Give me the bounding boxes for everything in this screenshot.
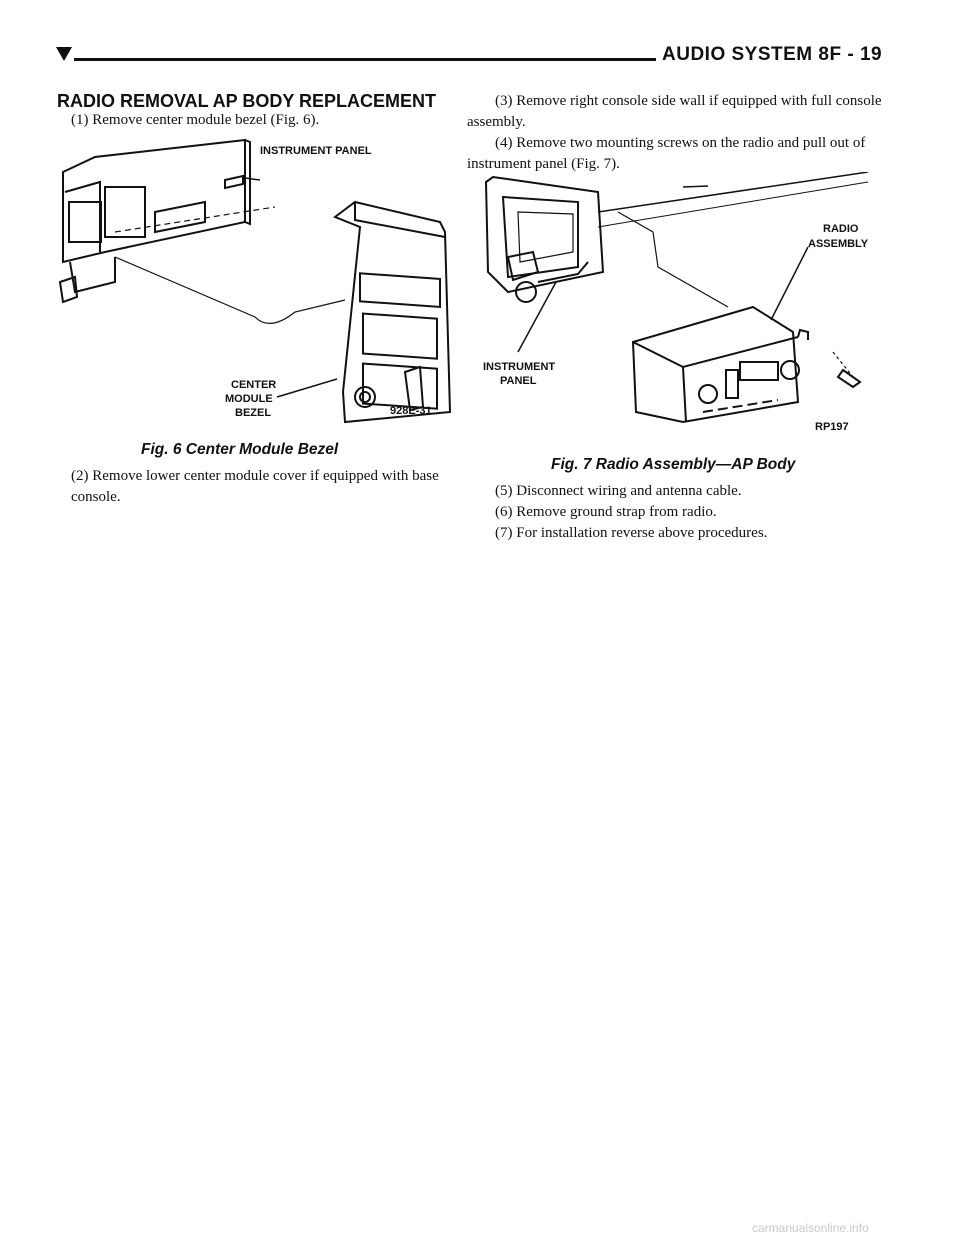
step-5: (5) Disconnect wiring and antenna cable. xyxy=(495,483,742,499)
label-module: MODULE xyxy=(225,393,273,405)
label-radio: RADIO xyxy=(823,223,859,235)
step-7: (7) For installation reverse above procedures. xyxy=(495,525,768,541)
figure-6-caption: Fig. 6 Center Module Bezel xyxy=(141,441,339,458)
label-assembly: ASSEMBLY xyxy=(808,238,869,250)
step-3: (3) Remove right console side wall if equipped with full console assembly. xyxy=(467,93,882,130)
step-2: (2) Remove lower center module cover if equipped with base console. xyxy=(71,468,439,505)
figure-6-illustration xyxy=(55,132,465,432)
label-figure-7-code: RP197 xyxy=(815,421,849,433)
label-figure-6-code: 928E-31 xyxy=(390,405,432,417)
header-triangle-icon xyxy=(56,47,72,61)
label-center: CENTER xyxy=(231,379,277,391)
step-4: (4) Remove two mounting screws on the radio and pull out of instrument panel (Fig. 7). xyxy=(467,135,866,172)
header-rule xyxy=(74,58,656,61)
step-6: (6) Remove ground strap from radio. xyxy=(495,504,717,520)
label-bezel: BEZEL xyxy=(235,407,272,419)
label-panel: PANEL xyxy=(500,375,537,387)
section-title: RADIO REMOVAL AP BODY REPLACEMENT xyxy=(57,91,437,111)
header-title: AUDIO SYSTEM 8F - 19 xyxy=(662,44,883,65)
label-instrument: INSTRUMENT xyxy=(483,361,556,373)
figure-7-illustration xyxy=(478,172,888,447)
figure-7-caption: Fig. 7 Radio Assembly—AP Body xyxy=(551,456,796,473)
step-1: (1) Remove center module bezel (Fig. 6). xyxy=(71,112,320,128)
label-instrument-panel: INSTRUMENT PANEL xyxy=(260,145,372,157)
watermark: carmanualsonline.info xyxy=(752,1221,869,1235)
